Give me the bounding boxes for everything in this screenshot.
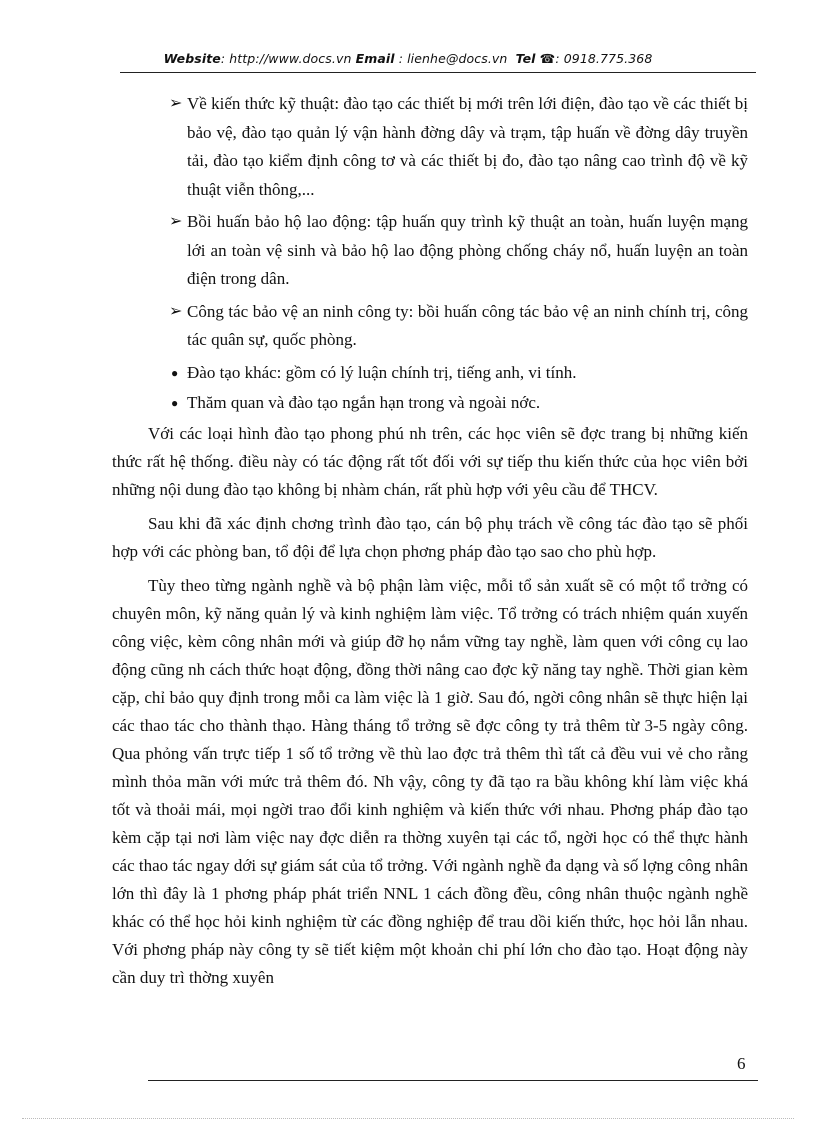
tel-label: Tel <box>515 51 536 66</box>
email-value: : lienhe@docs.vn <box>394 51 508 66</box>
bullet-item <box>112 389 748 418</box>
footer-divider <box>148 1080 758 1081</box>
email-label: Email <box>355 51 395 66</box>
bullet-item <box>112 208 748 294</box>
bullet-item <box>112 359 748 388</box>
body-paragraph: Với các loại hình đào tạo phong phú nh trên, các học viên sẽ đợc trang bị những kiến thức rất hệ thống. điều này có tác động rất tốt đối với sự tiếp thu kiến thức của học viên bởi những nội dung đào tạo không bị nhàm chán, rất phù hợp với yêu cầu để THCV. <box>112 423 748 499</box>
arrow-bullet-icon: ➢ <box>169 213 183 230</box>
bullet-item <box>112 90 748 204</box>
page-number: 6 <box>737 1054 746 1073</box>
arrow-bullet-icon: ➢ <box>169 95 183 112</box>
tel-value: : 0918.775.368 <box>555 51 653 66</box>
body-paragraph: Sau khi đã xác định chơng trình đào tạo, cán bộ phụ trách về công tác đào tạo sẽ phối hợp với các phòng ban, tổ đội để lựa chọn phơng pháp đào tạo sao cho phù hợp. <box>112 513 748 561</box>
dot-bullet-icon: ● <box>171 396 179 410</box>
website-label: Website <box>163 51 221 66</box>
page-header <box>0 51 816 66</box>
phone-icon: ☎ <box>539 51 556 66</box>
page-body <box>112 90 748 998</box>
arrow-bullet-icon: ➢ <box>169 302 183 320</box>
bullet-text: Công tác bảo vệ an ninh công ty: bồi huấn công tác bảo vệ an ninh chính trị, công tác quân sự, quốc phòng. <box>187 301 748 349</box>
body-paragraph: Tùy theo từng ngành nghề và bộ phận làm việc, mỗi tổ sản xuất sẽ có một tổ trởng có chuyên môn, kỹ năng quản lý và kinh nghiệm làm việc. Tổ trởng có trách nhiệm quán xuyến công việc, kèm công nhân mới và giúp đỡ họ nắm vững tay nghề, làm quen với công cụ lao động cũng nh cách thức hoạt động, đồng thời nâng cao đợc kỹ năng tay nghề. Thời gian kèm cặp, chỉ bảo quy định trong mỗi ca làm việc là 1 giờ. Sau đó, ngời công nhân sẽ thực hiện lại các thao tác cho thành thạo. Hàng tháng tổ trởng sẽ đợc công ty trả thêm từ 3-5 ngày công. Qua phỏng vấn trực tiếp 1 số tổ trởng về thù lao đợc trả thêm thì tất cả đều vui vẻ cho rằng mình thỏa mãn với mức trả thêm đó. Nh vậy, công ty đã tạo ra bầu không khí làm việc khá tốt và thoải mái, mọi ngời trao đổi kinh nghiệm và kiến thức với nhau. Phơng pháp đào tạo kèm cặp tại nơi làm việc nay đợc diễn ra thờng xuyên tại các tổ, ngời học có thể thực hành các thao tác ngay dới sự giám sát của tổ trởng. Với ngành nghề đa dạng và số lợng công nhân lớn thì đây là 1 phơng pháp phát triển NNL 1 cách đồng đều, công nhân thuộc ngành nghề khác có thể học hỏi kinh nghiệm từ các đồng nghiệp để trau dồi kiến thức, học hỏi lẫn nhau. Với phơng pháp này công ty sẽ tiết kiệm một khoản chi phí lớn cho đào tạo. Hoạt động này cần duy trì thờng xuyên <box>112 575 748 987</box>
website-value: : http://www.docs.vn <box>220 51 352 66</box>
bullet-text: Bồi huấn bảo hộ lao động: tập huấn quy trình kỹ thuật an toàn, huấn luyện mạng lới an toàn vệ sinh và bảo hộ lao động phòng chống cháy nổ, huấn luyện an toàn điện trong dân. <box>187 212 748 288</box>
page-bottom-dotted-line <box>22 1118 794 1119</box>
header-divider <box>120 72 756 73</box>
bullet-text: Thăm quan và đào tạo ngắn hạn trong và ngoài nớc. <box>187 393 541 412</box>
bullet-item <box>112 298 748 355</box>
bullet-text: Đào tạo khác: gồm có lý luận chính trị, tiếng anh, vi tính. <box>187 362 577 382</box>
dot-bullet-icon: ● <box>171 365 179 380</box>
bullet-text: Về kiến thức kỹ thuật: đào tạo các thiết bị mới trên lới điện, đào tạo về các thiết bị bảo vệ, đào tạo quản lý vận hành đờng dây và trạm, tập huấn về đờng dây truyền tải, đào tạo kiểm định công tơ và các thiết bị đo, đào tạo nâng cao trình độ về kỹ thuật viễn thông,... <box>187 94 748 199</box>
